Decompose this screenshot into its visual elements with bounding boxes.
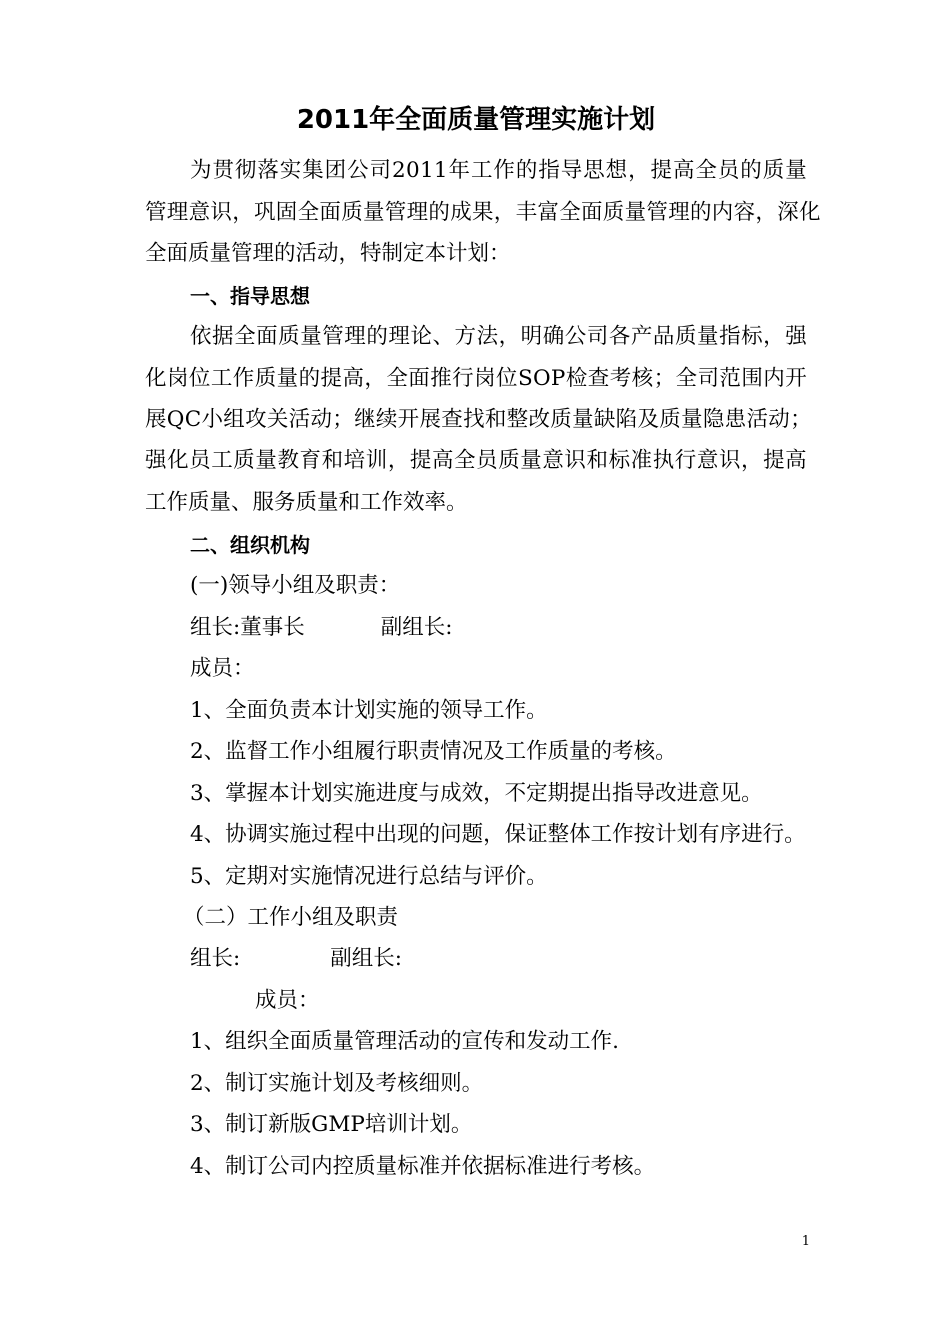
leadership-duty-item: 4、协调实施过程中出现的问题，保证整体工作按计划有序进行。 [190, 822, 806, 847]
leadership-group-deputy: 副组长: [380, 615, 453, 640]
leadership-group-leaders [190, 611, 453, 645]
leadership-group-leader: 组长:董事长 [190, 615, 305, 640]
work-group-leaders [190, 942, 402, 976]
intro-line: 全面质量管理的活动，特制定本计划： [145, 241, 511, 266]
leadership-group-title: (一)领导小组及职责： [190, 573, 401, 598]
work-duty-item: 3、制订新版GMP培训计划。 [190, 1112, 473, 1137]
work-duty-item: 4、制订公司内控质量标准并依据标准进行考核。 [190, 1154, 656, 1179]
leadership-duty-item: 5、定期对实施情况进行总结与评价。 [190, 864, 548, 889]
guiding-thought-line: 工作质量、服务质量和工作效率。 [145, 490, 468, 515]
work-duty-item: 1、组织全面质量管理活动的宣传和发动工作. [190, 1029, 620, 1054]
work-duty-item: 2、制订实施计划及考核细则。 [190, 1071, 484, 1096]
guiding-thought-line: 依据全面质量管理的理论、方法，明确公司各产品质量指标，强 [190, 324, 807, 349]
leadership-duty-item: 1、全面负责本计划实施的领导工作。 [190, 698, 548, 723]
intro-line: 管理意识，巩固全面质量管理的成果，丰富全面质量管理的内容，深化 [145, 200, 821, 225]
work-group-deputy: 副组长: [330, 946, 402, 971]
work-group-title: （二）工作小组及职责 [183, 905, 399, 930]
leadership-duty-item: 2、监督工作小组履行职责情况及工作质量的考核。 [190, 739, 677, 764]
work-group-members: 成员： [255, 988, 320, 1013]
guiding-thought-line: 强化员工质量教育和培训，提高全员质量意识和标准执行意识，提高 [145, 448, 807, 473]
work-group-leader: 组长: [190, 946, 241, 971]
guiding-thought-line: 展QC小组攻关活动；继续开展查找和整改质量缺陷及质量隐患活动； [145, 407, 812, 432]
leadership-group-members: 成员： [190, 656, 255, 681]
section-heading-guiding-thought: 一、指导思想 [190, 284, 310, 308]
leadership-duty-item: 3、掌握本计划实施进度与成效，不定期提出指导改进意见。 [190, 781, 763, 806]
section-heading-organization: 二、组织机构 [190, 533, 310, 557]
intro-line: 为贯彻落实集团公司2011年工作的指导思想，提高全员的质量 [190, 158, 807, 183]
guiding-thought-line: 化岗位工作质量的提高，全面推行岗位SOP检查考核；全司范围内开 [145, 366, 807, 391]
document-title: 2011年全面质量管理实施计划 [296, 105, 656, 135]
page-number: 1 [801, 1234, 810, 1249]
